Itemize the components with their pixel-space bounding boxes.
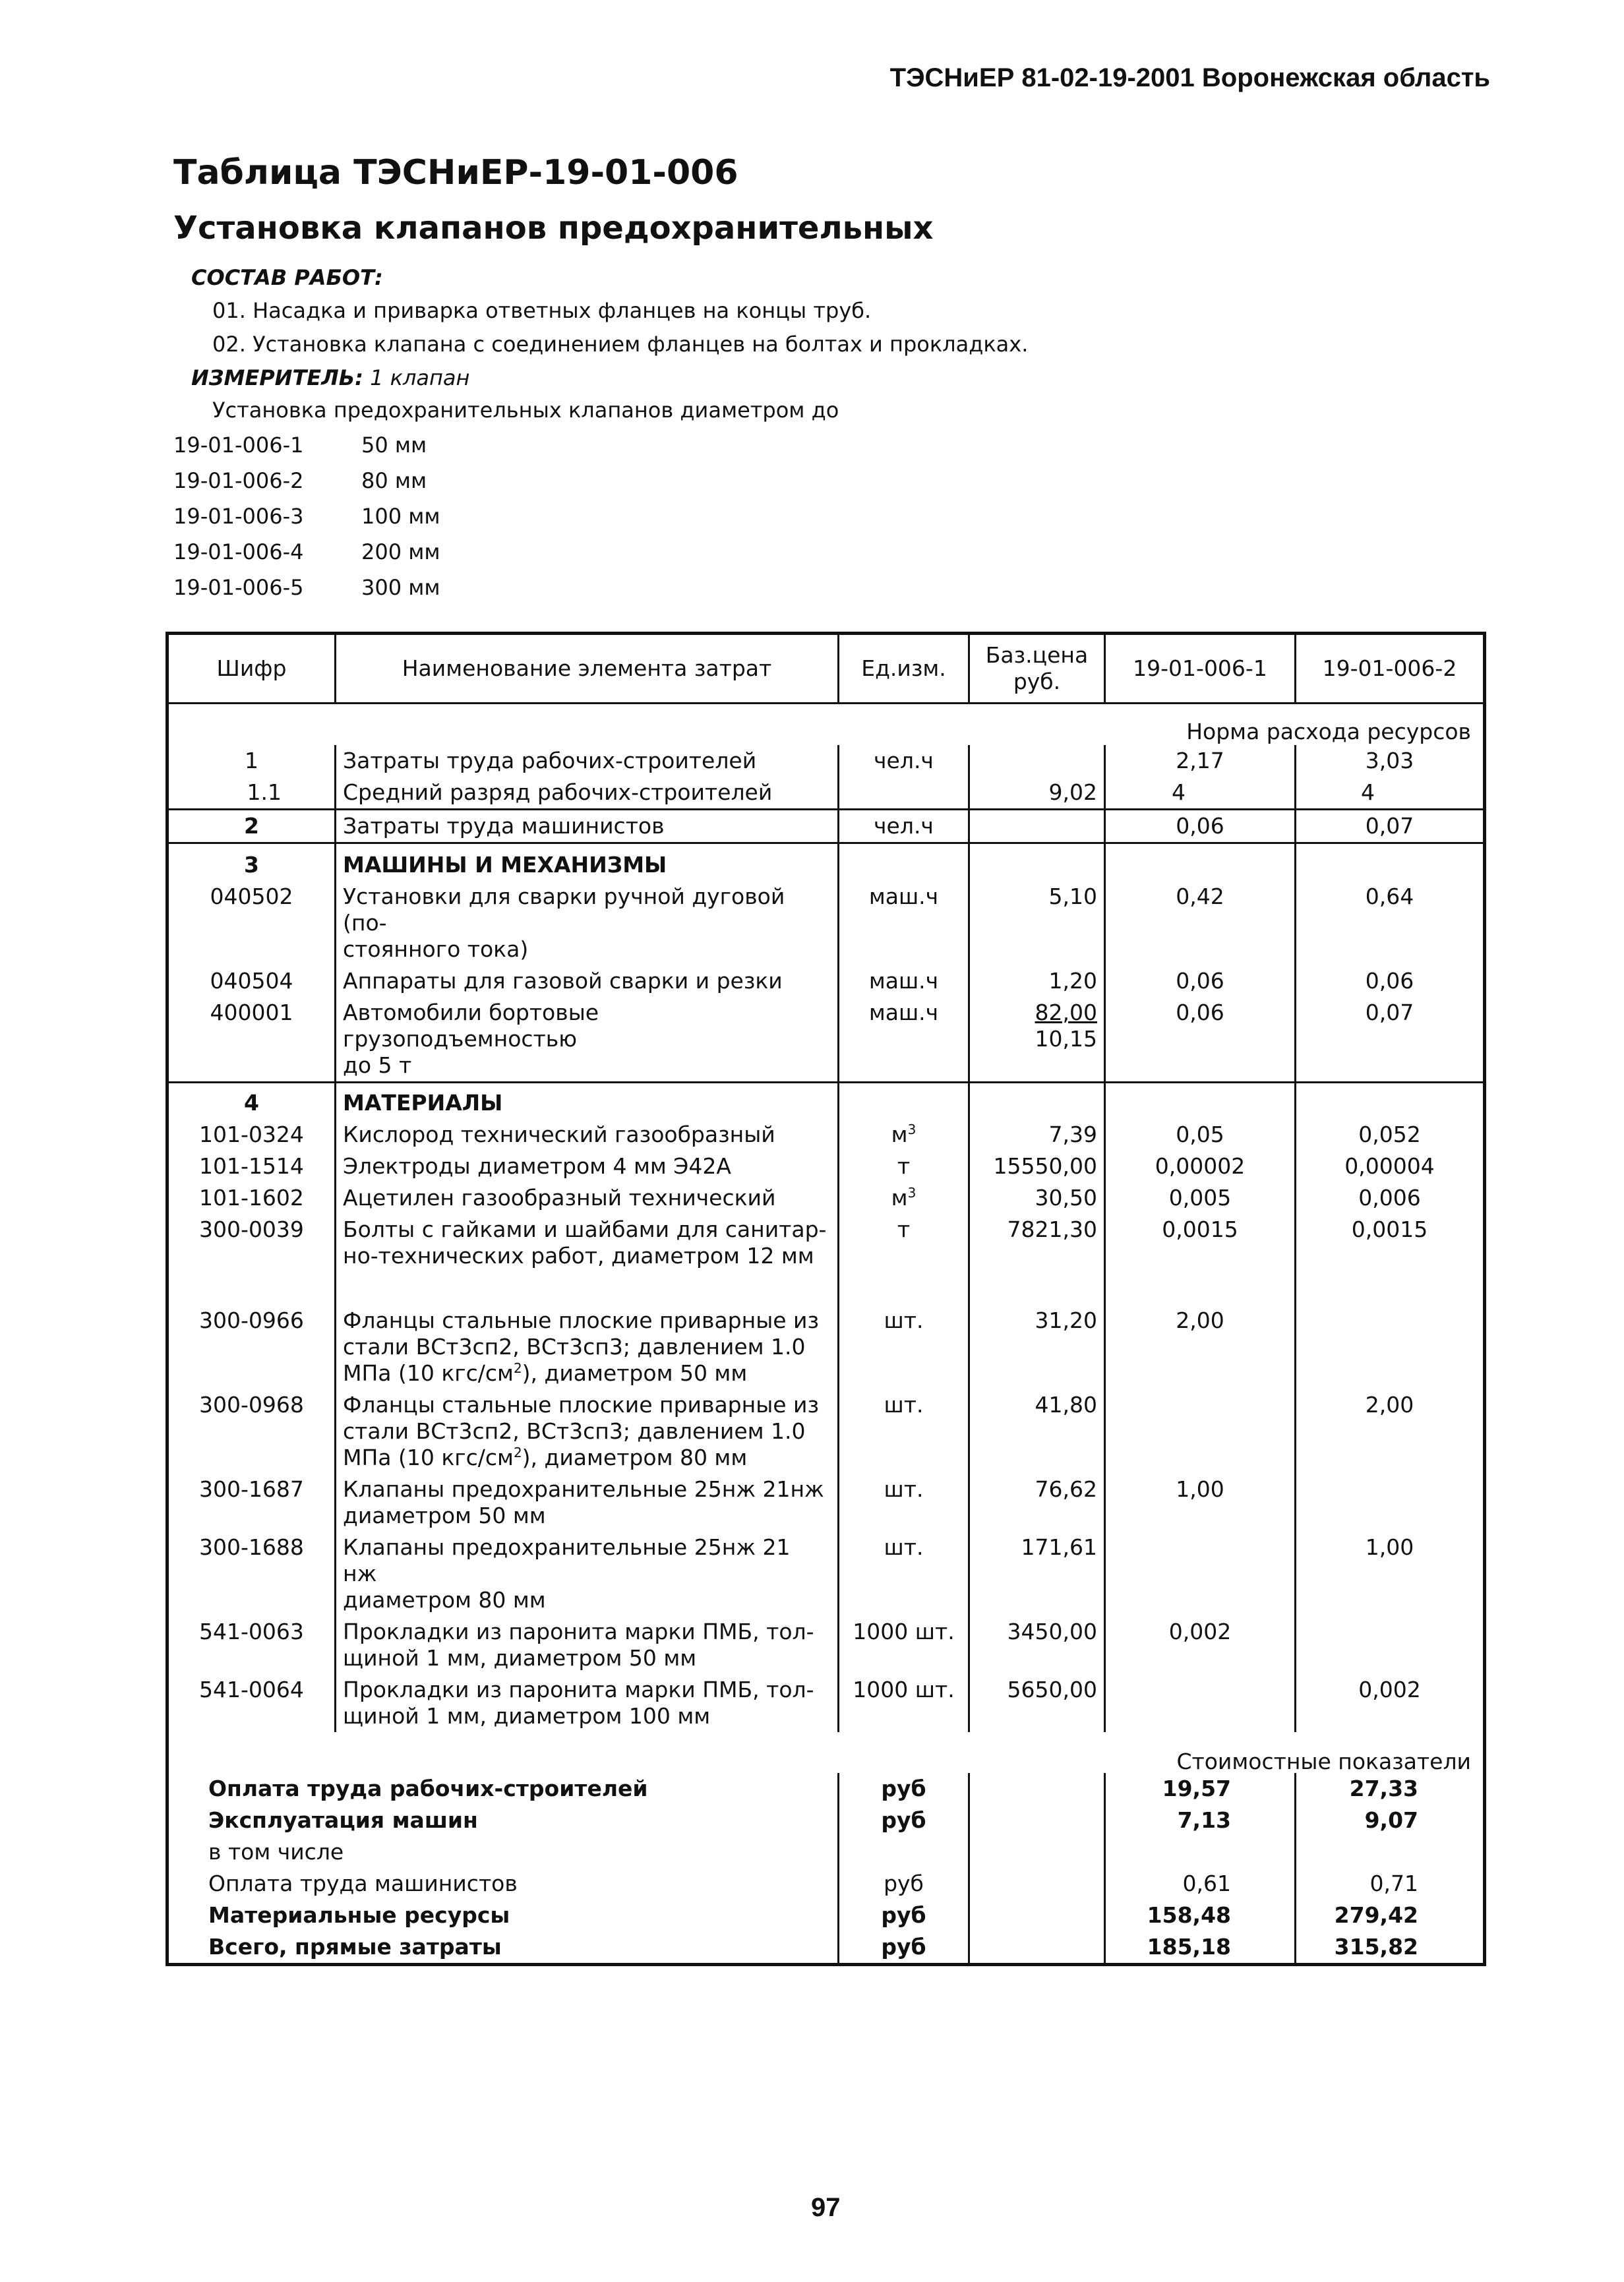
row-value-2: 1,00: [1296, 1532, 1485, 1616]
table-title: Таблица ТЭСНиЕР-19-01-006: [173, 153, 738, 193]
row-code: 1: [245, 748, 258, 773]
row-unit: т: [839, 1214, 969, 1305]
row-price: [969, 810, 1105, 843]
table-row: [167, 1305, 1485, 1389]
row-unit: шт.: [839, 1474, 969, 1532]
row-value-2: 3,03: [1296, 745, 1485, 777]
header-price-line2: руб.: [1013, 669, 1061, 694]
diameter: 300 мм: [361, 575, 440, 600]
row-unit: маш.ч: [839, 965, 969, 997]
table-subtitle: Установка клапанов предохранительных: [173, 210, 934, 247]
row-value-2: 0,64: [1296, 881, 1485, 965]
diameter: 80 мм: [361, 468, 427, 493]
row-value-1: 0,06: [1105, 997, 1296, 1083]
row-value-1: 0,00002: [1105, 1151, 1296, 1182]
row-code: 300-0968: [199, 1392, 304, 1418]
page-number: 97: [811, 2193, 841, 2222]
table-row: [167, 1151, 1485, 1182]
row-name: Клапаны предохранительные 25нж 21 нж диаметром 80 мм: [336, 1532, 839, 1616]
cost-value-1: 158,48: [1105, 1900, 1296, 1931]
table-row: [167, 1616, 1485, 1674]
cost-unit: руб: [839, 1900, 969, 1931]
row-code: 2: [167, 810, 336, 843]
code: 19-01-006-1: [173, 433, 304, 458]
cost-band: Стоимостные показатели: [1176, 1749, 1471, 1774]
cost-row: [167, 1900, 1485, 1931]
diameter: 100 мм: [361, 504, 440, 529]
meter-label: ИЗМЕРИТЕЛЬ:: [191, 365, 363, 390]
row-price: [969, 745, 1105, 777]
row-name: Электроды диаметром 4 мм Э42А: [336, 1151, 839, 1182]
row-code: 040504: [210, 968, 293, 994]
cost-value-2: 27,33: [1296, 1773, 1485, 1805]
row-unit: [839, 777, 969, 810]
cost-value-2: 9,07: [1296, 1805, 1485, 1836]
table-row: [167, 745, 1485, 777]
cost-label: Оплата труда рабочих-строителей: [208, 1776, 648, 1801]
row-value-1: 2,17: [1105, 745, 1296, 777]
row-code: 300-1687: [199, 1476, 304, 1502]
row-name: Аппараты для газовой сварки и резки: [336, 965, 839, 997]
header-col2: 19-01-006-2: [1296, 634, 1485, 704]
code: 19-01-006-4: [173, 539, 304, 564]
code: 19-01-006-5: [173, 575, 304, 600]
cost-value-1: 185,18: [1105, 1931, 1296, 1965]
row-value-1: 0,005: [1105, 1182, 1296, 1214]
row-unit: 1000 шт.: [839, 1616, 969, 1674]
table-row: [167, 1119, 1485, 1151]
row-name: Фланцы стальные плоские приварные из стали ВСт3сп2, ВСт3сп3; давлением 1.0 МПа (10 кгс/$см^2$), диаметром 80 мм: [336, 1389, 839, 1474]
row-value-2: [1296, 1474, 1485, 1532]
cost-value-2: 279,42: [1296, 1900, 1485, 1931]
cost-value-2: 315,82: [1296, 1931, 1485, 1965]
row-price: 5650,00: [969, 1674, 1105, 1732]
section-name: МАТЕРИАЛЫ: [336, 1083, 839, 1120]
cost-row: [167, 1805, 1485, 1836]
row-price: 171,61: [969, 1532, 1105, 1616]
row-name: Автомобили бортовые грузоподъемностью до 5 т: [336, 997, 839, 1083]
row-price: 7,39: [969, 1119, 1105, 1151]
row-value-1: 0,06: [1105, 810, 1296, 843]
row-code: 101-1602: [199, 1185, 304, 1211]
cost-value-1: 0,61: [1105, 1868, 1296, 1900]
row-value-2: [1296, 1305, 1485, 1389]
row-value-1: 0,002: [1105, 1616, 1296, 1674]
row-name: Затраты труда рабочих-строителей: [336, 745, 839, 777]
row-code: 400001: [210, 1000, 293, 1025]
section-code: 4: [167, 1083, 336, 1120]
row-value-1: [1105, 1532, 1296, 1616]
section-name: МАШИНЫ И МЕХАНИЗМЫ: [336, 843, 839, 882]
row-code: 101-0324: [199, 1122, 304, 1147]
header-code: Шифр: [167, 634, 336, 704]
meter-value: 1 клапан: [370, 365, 470, 390]
work-item: 01. Насадка и приварка ответных фланцев на концы труб.: [212, 298, 872, 323]
row-unit: $м^3$: [839, 1182, 969, 1214]
code-list-item: [173, 433, 427, 458]
cost-unit: руб: [839, 1868, 969, 1900]
resource-table: [165, 632, 1486, 1966]
code-list-item: [173, 504, 440, 529]
row-unit: чел.ч: [839, 810, 969, 843]
row-name: Прокладки из паронита марки ПМБ, тол- щиной 1 мм, диаметром 100 мм: [336, 1674, 839, 1732]
table-row: [167, 777, 1485, 810]
row-value-1: [1105, 1389, 1296, 1474]
row-unit: шт.: [839, 1305, 969, 1389]
row-code: 1.1: [247, 779, 282, 805]
row-name: Установки для сварки ручной дуговой (по- стоянного тока): [336, 881, 839, 965]
row-price: 30,50: [969, 1182, 1105, 1214]
row-code: 300-0966: [199, 1307, 304, 1333]
row-name: Затраты труда машинистов: [336, 810, 839, 843]
row-code: 101-1514: [199, 1153, 304, 1179]
row-value-2: 0,07: [1296, 810, 1485, 843]
row-price: 15550,00: [969, 1151, 1105, 1182]
row-unit: шт.: [839, 1532, 969, 1616]
row-name: Фланцы стальные плоские приварные из стали ВСт3сп2, ВСт3сп3; давлением 1.0 МПа (10 кгс/$см^2$), диаметром 50 мм: [336, 1305, 839, 1389]
cost-label: Эксплуатация машин: [208, 1807, 478, 1833]
table-row: [167, 1674, 1485, 1732]
row-value-2: 0,006: [1296, 1182, 1485, 1214]
row-value-2: 4: [1296, 777, 1485, 810]
norm-band-row: [167, 704, 1485, 746]
header-price: [969, 634, 1105, 704]
meter-line: [191, 365, 469, 390]
table-row: [167, 1214, 1485, 1305]
row-code: 300-0039: [199, 1216, 304, 1242]
table-row: [167, 1474, 1485, 1532]
row-value-2: 0,07: [1296, 997, 1485, 1083]
row-price: 1,20: [969, 965, 1105, 997]
cost-label: в том числе: [208, 1839, 344, 1865]
row-name: Болты с гайками и шайбами для санитар- но-технических работ, диаметром 12 мм: [336, 1214, 839, 1305]
table-row: [167, 1389, 1485, 1474]
row-price: 3450,00: [969, 1616, 1105, 1674]
section-code: 3: [167, 843, 336, 882]
cost-label: Оплата труда машинистов: [208, 1871, 518, 1896]
row-unit: чел.ч: [839, 745, 969, 777]
row-unit: маш.ч: [839, 881, 969, 965]
row-unit: шт.: [839, 1389, 969, 1474]
cost-value-1: 19,57: [1105, 1773, 1296, 1805]
cost-row: [167, 1931, 1485, 1965]
header-name: Наименование элемента затрат: [336, 634, 839, 704]
work-item: 02. Установка клапана с соединением фланцев на болтах и прокладках.: [212, 332, 1029, 357]
diameter-intro: Установка предохранительных клапанов диаметром до: [212, 398, 839, 423]
row-value-1: 1,00: [1105, 1474, 1296, 1532]
code-list-item: [173, 539, 440, 564]
code-list-item: [173, 468, 427, 493]
table-row: [167, 810, 1485, 843]
row-value-1: 4: [1105, 777, 1296, 810]
cost-unit: руб: [839, 1773, 969, 1805]
row-value-2: 0,00004: [1296, 1151, 1485, 1182]
row-code: 040502: [210, 884, 293, 909]
row-name: Кислород технический газообразный: [336, 1119, 839, 1151]
row-value-2: 0,052: [1296, 1119, 1485, 1151]
row-unit: т: [839, 1151, 969, 1182]
code: 19-01-006-3: [173, 504, 304, 529]
row-value-1: 0,0015: [1105, 1214, 1296, 1305]
table-row: [167, 997, 1485, 1083]
work-composition-heading: СОСТАВ РАБОТ:: [191, 265, 383, 290]
cost-value-1: 7,13: [1105, 1805, 1296, 1836]
row-name: Прокладки из паронита марки ПМБ, тол- щиной 1 мм, диаметром 50 мм: [336, 1616, 839, 1674]
row-name: Клапаны предохранительные 25нж 21нж диаметром 50 мм: [336, 1474, 839, 1532]
table-row: [167, 1182, 1485, 1214]
row-value-2: 0,06: [1296, 965, 1485, 997]
table-row: [167, 1532, 1485, 1616]
cost-value-2: 0,71: [1296, 1868, 1485, 1900]
row-code: 541-0063: [199, 1619, 304, 1644]
code: 19-01-006-2: [173, 468, 304, 493]
row-price: 76,62: [969, 1474, 1105, 1532]
cost-unit: руб: [839, 1931, 969, 1965]
row-value-1: 2,00: [1105, 1305, 1296, 1389]
row-value-2: 0,0015: [1296, 1214, 1485, 1305]
code-list-item: [173, 575, 440, 600]
row-value-1: 0,42: [1105, 881, 1296, 965]
cost-band-row: [167, 1732, 1485, 1773]
cost-row: [167, 1836, 1485, 1868]
table-row: [167, 965, 1485, 997]
row-name: Средний разряд рабочих-строителей: [336, 777, 839, 810]
table-row: [167, 881, 1485, 965]
row-unit: маш.ч: [839, 997, 969, 1083]
cost-unit: руб: [839, 1805, 969, 1836]
cost-label: Всего, прямые затраты: [208, 1934, 502, 1960]
row-price: 9,02: [969, 777, 1105, 810]
row-value-1: 0,06: [1105, 965, 1296, 997]
cost-row: [167, 1868, 1485, 1900]
row-price: 41,80: [969, 1389, 1105, 1474]
section-row: [167, 843, 1485, 882]
row-price: 7821,30: [969, 1214, 1105, 1305]
row-value-2: [1296, 1616, 1485, 1674]
norm-band: Норма расхода ресурсов: [1186, 719, 1471, 744]
cost-row: [167, 1773, 1485, 1805]
header-price-line1: Баз.цена: [985, 642, 1089, 668]
diameter: 50 мм: [361, 433, 427, 458]
diameter: 200 мм: [361, 539, 440, 564]
row-price: 31,20: [969, 1305, 1105, 1389]
row-value-2: 0,002: [1296, 1674, 1485, 1732]
section-row: [167, 1083, 1485, 1120]
row-code: 541-0064: [199, 1677, 304, 1702]
header-unit: Ед.изм.: [839, 634, 969, 704]
row-value-2: 2,00: [1296, 1389, 1485, 1474]
row-value-1: [1105, 1674, 1296, 1732]
row-value-1: 0,05: [1105, 1119, 1296, 1151]
row-price: 82,00 10,15: [969, 997, 1105, 1083]
row-price: 5,10: [969, 881, 1105, 965]
cost-label: Материальные ресурсы: [208, 1902, 510, 1928]
row-unit: $м^3$: [839, 1119, 969, 1151]
row-unit: 1000 шт.: [839, 1674, 969, 1732]
row-name: Ацетилен газообразный технический: [336, 1182, 839, 1214]
running-header: ТЭСНиЕР 81-02-19-2001 Воронежская область: [889, 63, 1490, 92]
table-header-row: [167, 634, 1485, 704]
header-col1: 19-01-006-1: [1105, 634, 1296, 704]
row-code: 300-1688: [199, 1534, 304, 1560]
